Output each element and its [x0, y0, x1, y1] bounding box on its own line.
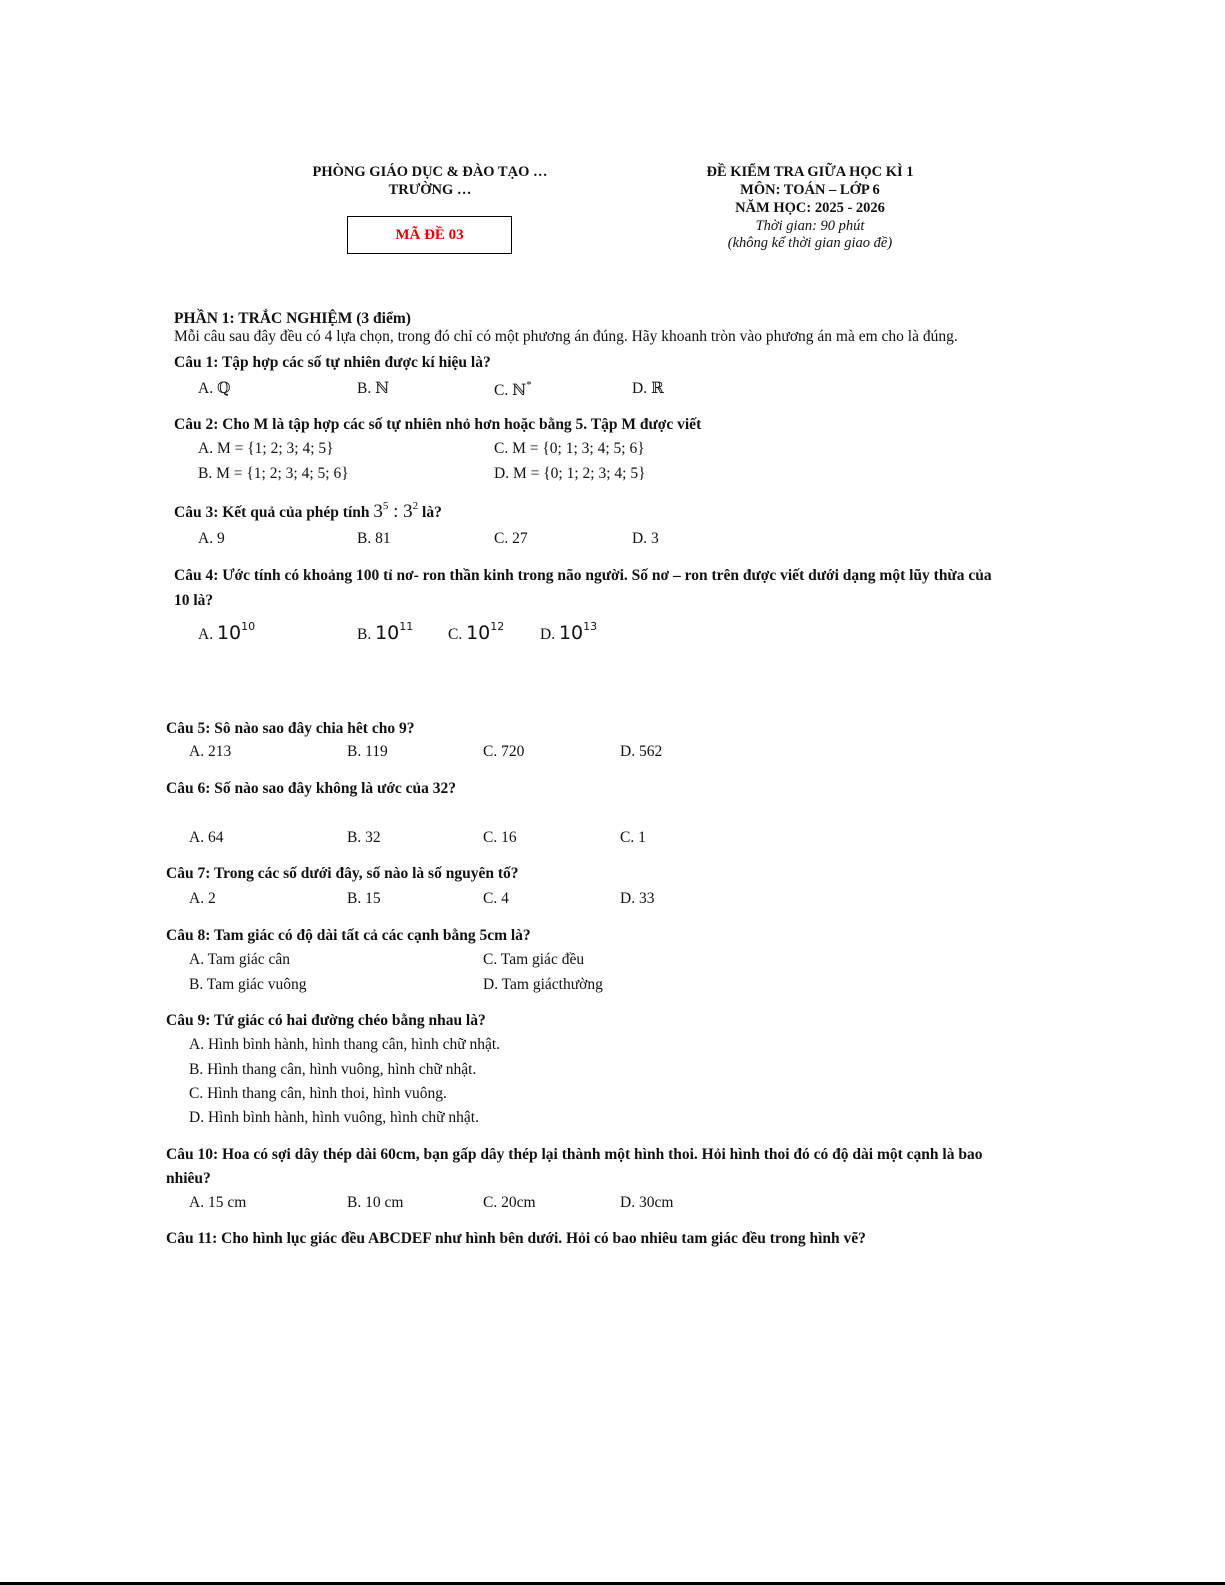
q8-option-b: B. Tam giác vuông — [189, 976, 307, 993]
exam-time: Thời gian: 90 phút — [755, 218, 865, 234]
q4-option-a — [198, 620, 255, 644]
q4-option-b-exponent: 11 — [399, 620, 414, 633]
question-3 — [174, 500, 442, 523]
q7-option-d: D. 33 — [620, 890, 655, 907]
q4-option-d-base: 10 — [558, 622, 584, 644]
question-9: Câu 9: Tứ giác có hai đường chéo bằng nhau là? — [166, 1012, 486, 1029]
q4-option-c-power — [466, 622, 504, 644]
question-6: Câu 6: Số nào sao đây không là ước của 32? — [166, 780, 457, 797]
exam-subject: MÔN: TOÁN – LỚP 6 — [740, 182, 880, 198]
q1-option-a: A. ℚ — [198, 380, 231, 397]
q3-exponent-2: 2 — [412, 500, 419, 512]
exam-time-note: (không kể thời gian giao đề) — [727, 235, 893, 251]
q4-option-c-base: 10 — [466, 622, 491, 644]
q4-option-d — [540, 620, 597, 644]
exam-code: MÃ ĐỀ 03 — [395, 226, 464, 243]
q2-option-c: C. M = {0; 1; 3; 4; 5; 6} — [494, 440, 645, 457]
q9-option-d: D. Hình bình hành, hình vuông, hình chữ nhật. — [189, 1109, 479, 1126]
q4-option-d-power — [559, 622, 597, 644]
question-10-line-1: Câu 10: Hoa có sợi dây thép dài 60cm, bạn gấp dây thép lại thành một hình thoi. Hỏi hình thoi đó có độ dài một cạnh là bao — [166, 1146, 983, 1163]
q4-option-b-label: B. — [357, 626, 372, 643]
q4-option-a-power — [217, 622, 255, 644]
q3-expression — [373, 501, 418, 522]
q4-option-c-label: C. — [448, 626, 463, 643]
question-8: Câu 8: Tam giác có độ dài tất cả các cạnh bằng 5cm là? — [166, 927, 531, 944]
question-4-line-2: 10 là? — [174, 592, 214, 609]
part1-instruction: Mỗi câu sau đây đều có 4 lựa chọn, trong đó chỉ có một phương án đúng. Hãy khoanh tròn vào phương án mà em cho là đúng. — [174, 328, 958, 345]
q3-option-c: C. 27 — [494, 530, 528, 547]
q10-option-d: D. 30cm — [620, 1194, 674, 1211]
q4-option-a-base: 10 — [216, 622, 242, 644]
q5-option-c: C. 720 — [483, 743, 525, 760]
q6-option-c: C. 16 — [483, 829, 517, 846]
q4-option-c-exponent: 12 — [490, 620, 505, 633]
q3-base-2: 3 — [403, 501, 413, 522]
q6-option-b: B. 32 — [347, 829, 381, 846]
q5-option-d: D. 562 — [620, 743, 663, 760]
question-5: Câu 5: Sô nào sao đây chia hêt cho 9? — [166, 720, 415, 737]
q4-option-d-exponent: 13 — [583, 620, 598, 633]
q7-option-b: B. 15 — [347, 890, 381, 907]
q3-option-a: A. 9 — [198, 530, 225, 547]
question-2: Câu 2: Cho M là tập hợp các số tự nhiên nhỏ hơn hoặc bằng 5. Tập M được viết — [174, 416, 702, 433]
q10-option-a: A. 15 cm — [189, 1194, 247, 1211]
q3-operator: : — [388, 501, 404, 522]
department-name: PHÒNG GIÁO DỤC & ĐÀO TẠO … — [312, 164, 548, 180]
q3-text-after: là? — [422, 504, 442, 521]
q3-text-before: Câu 3: Kết quả của phép tính — [174, 504, 370, 521]
question-1: Câu 1: Tập hợp các số tự nhiên được kí hiệu là? — [174, 354, 491, 371]
q4-option-a-exponent: 10 — [241, 620, 256, 633]
q1-option-c-superscript: * — [526, 379, 532, 391]
school-name: TRƯỜNG … — [388, 182, 472, 198]
q6-option-a: A. 64 — [189, 829, 224, 846]
q8-option-a: A. Tam giác cân — [189, 951, 291, 968]
q7-option-c: C. 4 — [483, 890, 509, 907]
q7-option-a: A. 2 — [189, 890, 216, 907]
q8-option-c: C. Tam giác đều — [483, 951, 585, 968]
q1-option-d: D. ℝ — [632, 380, 664, 397]
q4-option-c — [448, 620, 504, 644]
q1-option-b: B. ℕ — [357, 380, 390, 397]
q4-option-b — [357, 620, 413, 644]
q2-option-b: B. M = {1; 2; 3; 4; 5; 6} — [198, 465, 349, 482]
q1-option-c-text: C. ℕ — [494, 382, 527, 399]
q3-option-d: D. 3 — [632, 530, 659, 547]
question-4-line-1: Câu 4: Ước tính có khoảng 100 tỉ nơ- ron thần kinh trong não người. Số nơ – ron trên được viết dưới dạng một lũy thừa của — [174, 567, 992, 584]
q6-option-d: C. 1 — [620, 829, 646, 846]
q2-option-a: A. M = {1; 2; 3; 4; 5} — [198, 440, 334, 457]
q3-base-1: 3 — [373, 501, 383, 522]
question-10-line-2: nhiêu? — [166, 1170, 211, 1187]
q5-option-a: A. 213 — [189, 743, 232, 760]
question-7: Câu 7: Trong các số dưới đây, số nào là số nguyên tố? — [166, 865, 519, 882]
q4-option-d-label: D. — [540, 626, 556, 643]
q3-exponent-1: 5 — [382, 500, 389, 512]
q9-option-a: A. Hình bình hành, hình thang cân, hình chữ nhật. — [189, 1036, 501, 1053]
q1-option-c — [494, 379, 532, 400]
exam-code-box — [347, 216, 512, 254]
q9-option-c: C. Hình thang cân, hình thoi, hình vuông. — [189, 1085, 447, 1102]
q8-option-d: D. Tam giácthường — [483, 976, 603, 993]
q4-option-a-label: A. — [198, 626, 214, 643]
q4-option-b-base: 10 — [375, 622, 400, 644]
part1-title: PHẦN 1: TRẮC NGHIỆM (3 điểm) — [174, 310, 411, 327]
question-11: Câu 11: Cho hình lục giác đều ABCDEF như hình bên dưới. Hỏi có bao nhiêu tam giác đều trong hình vẽ? — [166, 1230, 866, 1247]
q5-option-b: B. 119 — [347, 743, 388, 760]
q4-option-b-power — [375, 622, 413, 644]
q9-option-b: B. Hình thang cân, hình vuông, hình chữ nhật. — [189, 1061, 477, 1078]
exam-title: ĐỀ KIỂM TRA GIỮA HỌC KÌ 1 — [706, 164, 914, 180]
school-year: NĂM HỌC: 2025 - 2026 — [735, 200, 885, 216]
q10-option-b: B. 10 cm — [347, 1194, 404, 1211]
q2-option-d: D. M = {0; 1; 2; 3; 4; 5} — [494, 465, 646, 482]
q3-option-b: B. 81 — [357, 530, 391, 547]
q10-option-c: C. 20cm — [483, 1194, 536, 1211]
